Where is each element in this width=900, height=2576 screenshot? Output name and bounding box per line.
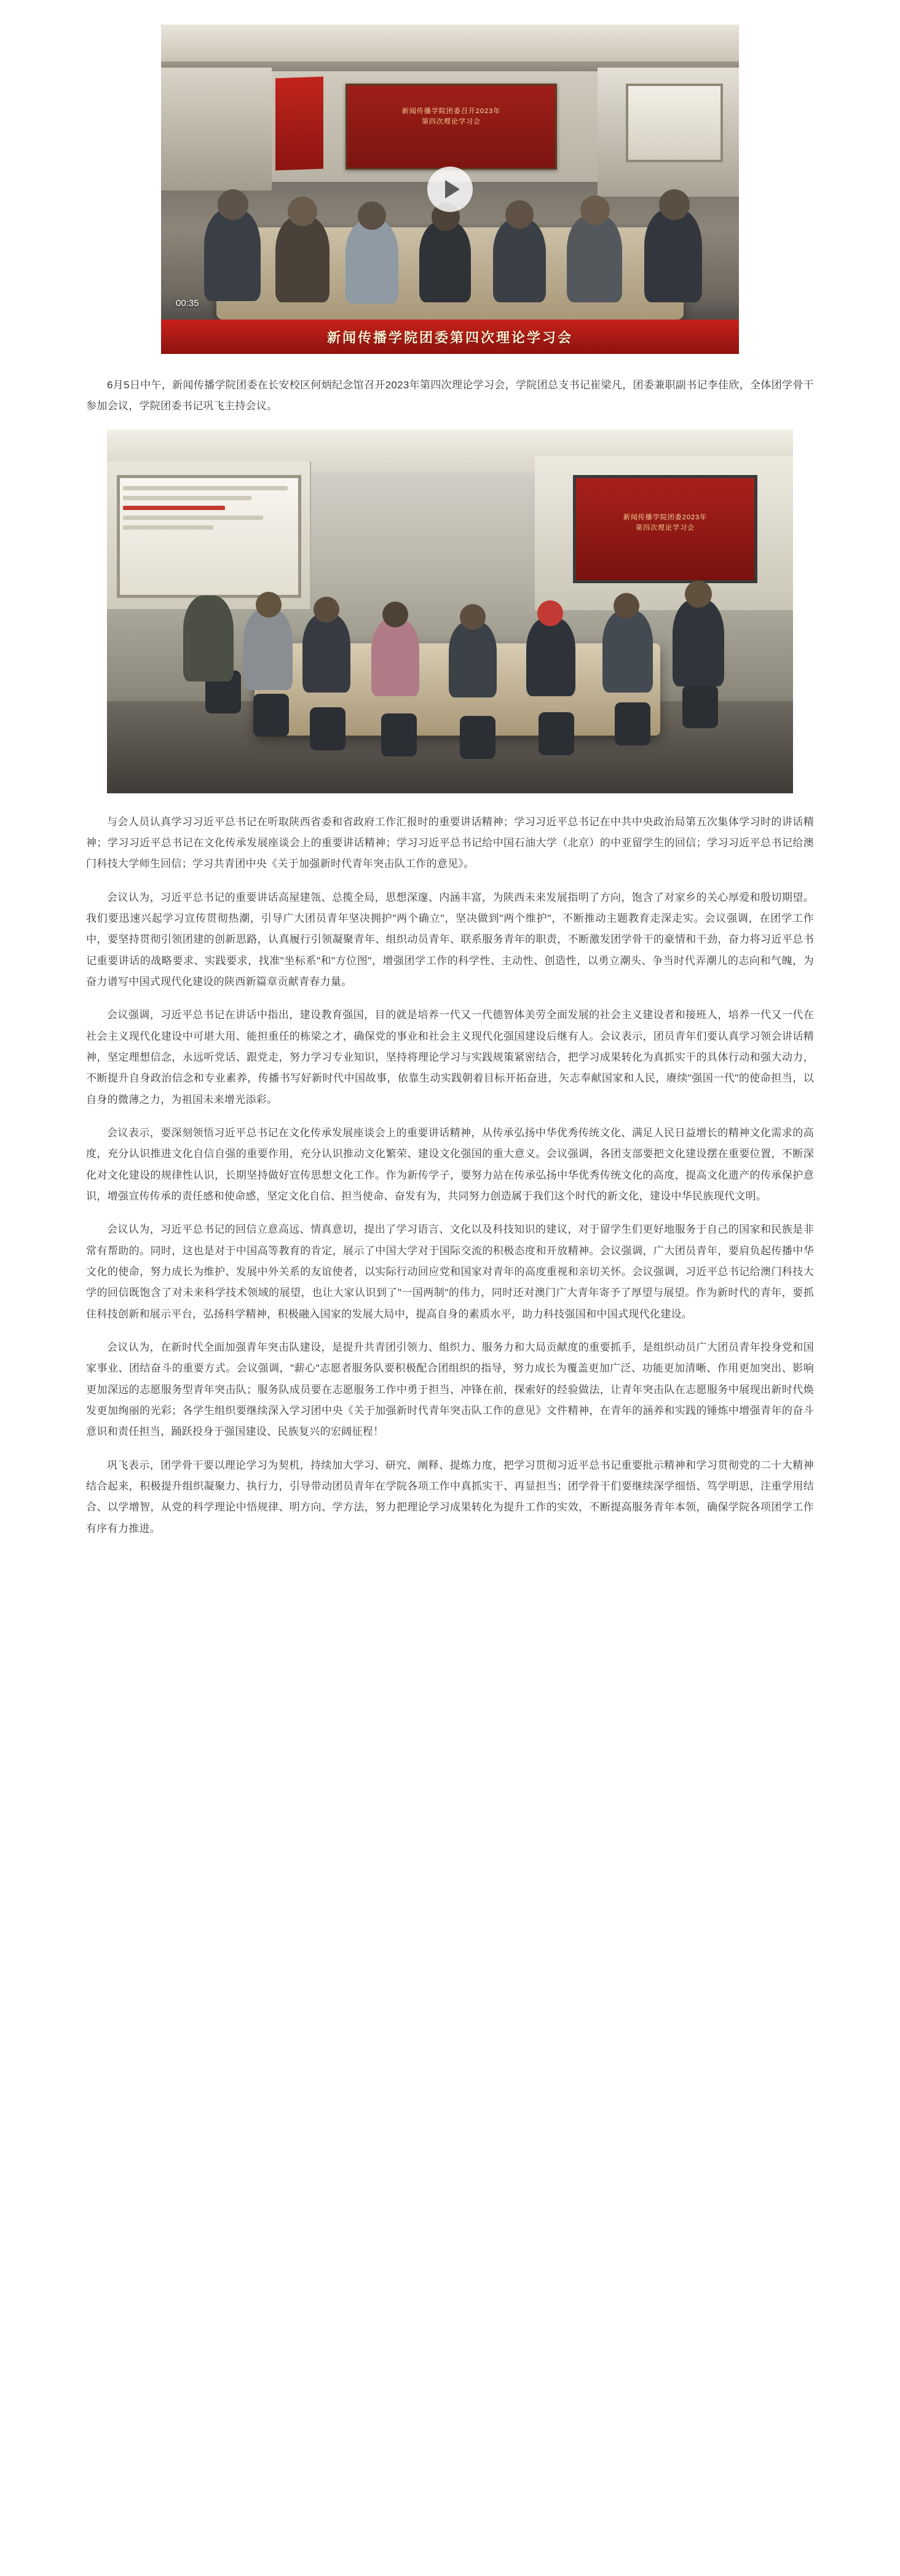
play-button[interactable] (427, 167, 473, 212)
paragraph-3: 会议认为，习近平总书记的重要讲话高屋建瓴、总揽全局，思想深邃、内涵丰富，为陕西未来发展指明了方向，饱含了对家乡的关心厚爱和殷切期望。我们要迅速兴起学习宣传贯彻热潮，引导广大团员青年坚决拥护"两个确立"，坚决做到"两个维护"，不断推动主题教育走深走实。会议强调，在团学工作中，要坚持贯彻引领团建的创新思路，认真履行引领凝聚青年、组织动员青年、联系服务青年的职责，不断激发团学骨干的豪情和干劲，奋力将习近平总书记重要讲话的战略要求、实践要求，找准"坐标系"和"方位图"，增强团学工作的科学性、主动性、创造性，以勇立潮头、争当时代弄潮儿的志向和气魄，为奋力谱写中国式现代化建设的陕西新篇章贡献青春力量。 (86, 891, 814, 988)
person-head (288, 197, 317, 226)
person-silhouette (493, 219, 546, 302)
meeting-photo-image (107, 430, 793, 793)
person-head (195, 578, 221, 604)
paragraph-7: 会议认为，在新时代全面加强青年突击队建设，是提升共青团引领力、组织力、服务力和大局贡献度的重要抓手，是组织动员广大团员青年投身党和国家事业、团结奋斗的重要方式。会议强调，"薪心"志愿者服务队要积极配合团组织的指导，努力成长为覆盖更加广泛、功能更加清晰、作用更加突出、影响更加深远的志愿服务型青年突击队；服务队成员要在志愿服务工作中勇于担当、冲锋在前，探索好的经验做法，让青年突击队在志愿服务中展现出新时代焕发更加绚丽的光彩；各学生组织要继续深入学习团中央《关于加强新时代青年突击队工作的意见》文件精神，在青年的涵养和实践的锤炼中增强青年的奋斗意识和责任担当，踊跃投身于强国建设、民族复兴的宏阔征程！ (86, 1341, 814, 1438)
chair-decor (615, 702, 650, 745)
screen-line-1: 新闻传播学院团委2023年 (623, 513, 708, 521)
meeting-photo (107, 430, 793, 793)
person-silhouette (567, 215, 622, 302)
window-decor (626, 84, 723, 162)
person-silhouette (644, 209, 702, 302)
person-silhouette (345, 220, 398, 304)
person-head (685, 581, 712, 608)
person-head (614, 593, 639, 619)
person-head (505, 200, 534, 229)
chair-decor (381, 713, 417, 756)
person-silhouette (419, 221, 471, 302)
chair-decor (310, 707, 345, 750)
person-head (659, 189, 690, 220)
person-silhouette (183, 595, 234, 681)
paragraph-5: 会议表示，要深刻领悟习近平总书记在文化传承发展座谈会上的重要讲话精神，从传承弘扬中华优秀传统文化、满足人民日益增长的精神文化需求的高度，充分认识推进文化自信自强的重要作用，充分认识推动文化繁荣、建设文化强国的重大意义。会议强调，各团支部要把文化建设摆在重要位置，不断深化对文化建设的规律性认识，长期坚持做好宣传思想文化工作。作为新传学子，要努力站在传承弘扬中华优秀传统文化的高度，提高文化遗产的传承保护意识，增强宣传传承的责任感和使命感，坚定文化自信、担当使命、奋发有为，共同努力创造属于我们这个时代的新文化，建设中华民族现代文明。 (86, 1126, 814, 1202)
paragraph-6: 会议认为，习近平总书记的回信立意高远、情真意切，提出了学习语言、文化以及科技知识的建议，对于留学生们更好地服务于自己的国家和民族是非常有帮助的。同时，这也是对于中国高等教育的肯定，展示了中国大学对于国际交流的积极态度和开放精神。会议强调，广大团员青年，要肩负起传播中华文化的使命，努力成长为维护、发展中外关系的友谊使者，以实际行动回应党和国家对青年的高度重视和亲切关怀。会议强调，习近平总书记给澳门科技大学的回信既饱含了对未来科学技术领域的展望，也让大家认识到了"一国两制"的伟力，同时还对澳门广大青年寄予了厚望与展望。作为新时代的青年，要抓住科技创新和展示平台，弘扬科学精神，积极融入国家的发展大局中，提高自身的素质水平，助力科技强国和中国式现代化建设。 (86, 1223, 814, 1320)
person-silhouette (371, 619, 419, 696)
chair-decor (253, 694, 289, 737)
person-head (382, 602, 408, 627)
chair-decor (460, 716, 495, 759)
person-head (358, 202, 386, 230)
paragraph-1: 6月5日中午，新闻传播学院团委在长安校区何炳纪念馆召开2023年第四次理论学习会，学院团总支书记崔梁凡，团委兼职副书记李佳欣，全体团学骨干参加会议，学院团委书记巩飞主持会议。 (86, 379, 814, 412)
screen-line-1: 新闻传播学院团委召开2023年 (401, 108, 501, 115)
flag-decor (275, 77, 323, 171)
chair-decor (539, 712, 574, 755)
video-caption-bar (161, 320, 739, 354)
person-head (218, 189, 248, 220)
person-head (314, 597, 339, 622)
person-silhouette (243, 609, 293, 690)
projection-screen (345, 84, 557, 170)
screen-line-2: 第四次理论学习会 (636, 524, 695, 532)
person-silhouette (204, 209, 261, 301)
person-silhouette (673, 599, 724, 686)
paragraph-4: 会议强调，习近平总书记在讲话中指出，建设教育强国，目的就是培养一代又一代德智体美劳全面发展的社会主义建设者和接班人，培养一代又一代在社会主义现代化建设中可堪大用、能担重任的栋梁之才，确保党的事业和社会主义现代化强国建设后继有人。会议表示，团员青年们要认真学习领会讲话精神，坚定理想信念，永远听党话、跟党走，努力学习专业知识，坚持将理论学习与实践规策紧密结合，把学习成果转化为真抓实干的具体行动和强大动力，不断提升自身政治信念和专业素养，传播书写好新时代中国故事，依靠生动实践朝着目标开拓奋进，矢志奉献国家和人民，赓续"强国一代"的使命担当，以自身的微薄之力，为祖国未来增光添彩。 (86, 1009, 814, 1105)
person-silhouette (275, 216, 330, 302)
paragraph-8: 巩飞表示，团学骨干要以理论学习为契机，持续加大学习、研究、阐释、提炼力度，把学习贯彻习近平总书记重要批示精神和学习贯彻党的二十大精神结合起来，积极提升组织凝聚力、执行力，引导带动团员青年在学院各项工作中真抓实干、再显担当；团学骨干们要继续深学细悟、笃学明思，注重学用结合、以学增智，从党的科学理论中悟规律、明方向、学方法，努力把理论学习成果转化为提升工作的实效，不断提高服务青年本领，确保学院各项团学工作有序有力推进。 (86, 1459, 814, 1534)
person-head (460, 604, 486, 630)
person-silhouette (602, 610, 653, 693)
projection-screen (573, 475, 757, 583)
video-poster-image (161, 25, 739, 354)
person-silhouette (302, 614, 350, 693)
chair-decor (682, 685, 718, 728)
video-caption-text: 新闻传播学院团委第四次理论学习会 (326, 329, 573, 345)
person-head (256, 592, 282, 618)
article-content (86, 25, 814, 1539)
video-duration: 00:35 (176, 298, 199, 308)
screen-line-2: 第四次理论学习会 (422, 117, 481, 125)
left-wall-decor (161, 68, 272, 190)
paragraph-2: 与会人员认真学习习近平总书记在听取陕西省委和省政府工作汇报时的重要讲话精神；学习习近平总书记在中共中央政治局第五次集体学习时的讲话精神；学习习近平总书记在文化传承发展座谈会上的重要讲话精神；学习习近平总书记给中国石油大学（北京）的中亚留学生的回信；学习习近平总书记给澳门科技大学师生回信；学习共青团中央《关于加强新时代青年突击队工作的意见》。 (86, 815, 814, 870)
person-head (537, 600, 563, 626)
person-silhouette (449, 621, 497, 697)
video-player[interactable] (161, 25, 739, 354)
person-head (580, 195, 610, 225)
person-silhouette (526, 618, 575, 696)
bulletin-board-lines (123, 486, 288, 584)
